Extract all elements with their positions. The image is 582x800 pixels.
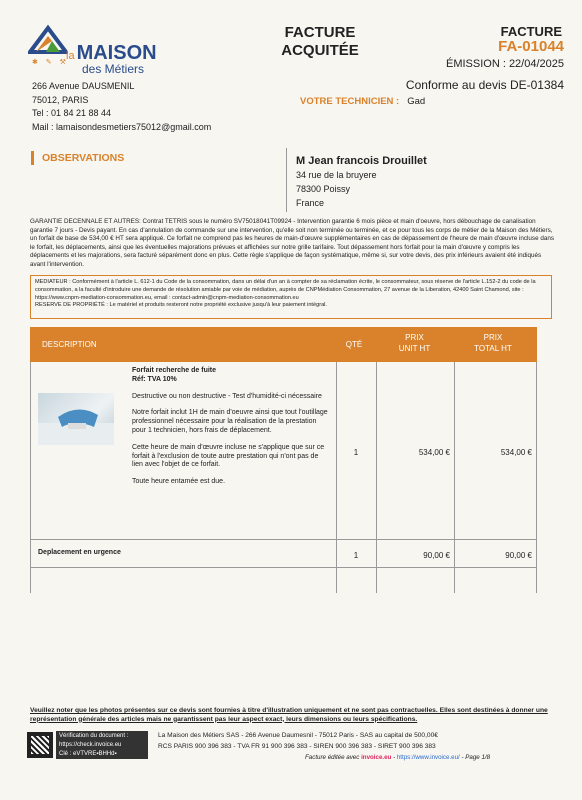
facture-label: FACTURE	[500, 24, 562, 39]
item-qte: 1	[353, 551, 359, 560]
edited-with: Facture éditée avec invoice.eu - https://www.invoice.eu/ - Page 1/8	[305, 754, 491, 761]
item-unit-price: 90,00 €	[423, 551, 450, 560]
logo-name: la MAISON	[66, 42, 157, 64]
verif-url[interactable]: https://check.invoice.eu	[59, 742, 122, 748]
item-qte: 1	[353, 448, 359, 457]
table-border	[30, 362, 31, 593]
col-qte: QTÉ	[345, 340, 363, 349]
table-row	[132, 367, 328, 487]
reserve-text: RESERVE DE PROPRIÉTÉ : Le matériel et produits resteront notre propriété exclusive jusqu'à leur paiement intégral.	[35, 302, 327, 309]
item-title: Forfait recherche de fuite	[132, 367, 217, 374]
logo-sub: des Métiers	[82, 62, 145, 76]
client-country: France	[296, 198, 325, 208]
house-logo-icon	[28, 22, 68, 62]
garantie-text: GARANTIE DECENNALE ET AUTRES: Contrat TETRIS sous le numéro SV75018041T09924 - Intervention garantie 6 mois pièce et main d'oeuvre, hors débouchage de canalisation garantie 7 jours - Devis payant. En cas d'annulation de commande sur une intervention, qu'elle soit non terminée ou terminée, et ce pour tous les corps de métier de la Maison des Métiers, un forfait de base de 534,00 € HT sera appliqué. Ce forfait ne comprend pas les heures de main-d'œuvre supplémentaires en cas de dépassement de l'heure de main d'œuvre incluse dans le forfait, les déplacements, ainsi que les éventuelles majorations prévues et affichées sur notre grille tarifaire. Tout dépassement hors forfait pour la main d'œuvre y compris les déplacements et les majorations, sera facturé séparément donc en plus. Cette règle s'applique de façon systématique, même si, sur votre devis, des prix inférieurs avaient été indiqués avant l'intervention.	[30, 218, 554, 268]
company-city: 75012, PARIS	[32, 94, 89, 105]
item-desc: Notre forfait inclut 1H de main d'oeuvre ainsi que tout l'outillage professionnel nécessaire pour la réalisation de la prestation pour 1 technicien, hors frais de déplacement.	[132, 409, 328, 434]
row-separator	[30, 567, 537, 568]
item-total-price: 90,00 €	[505, 551, 532, 560]
invoice-brand: invoice.eu	[361, 754, 392, 761]
legal-line: La Maison des Métiers SAS - 266 Avenue Daumesnil - 75012 Paris - SAS au capital de 500,00€	[158, 732, 438, 739]
tools-icon: ✱ ✎ ⚒	[32, 59, 69, 66]
product-photo	[38, 393, 114, 445]
company-mail: Mail : lamaisondesmetiers75012@gmail.com	[32, 121, 212, 132]
legal-line: RCS PARIS 900 396 383 - TVA FR 91 900 396 383 - SIREN 900 396 383 - SIRET 900 396 383	[158, 742, 436, 750]
verif-label: Vérification du document :	[59, 733, 129, 739]
client-divider	[286, 148, 287, 212]
mediateur-text: MEDIATEUR : Conformément à l'article L. 612-1 du Code de la consommation, dans un délai d'un an à compter de sa réclamation écrite, le consommateur, sous réserve de l'article L.152-2 du code de la consommation, a la faculté d'introduire une demande de résolution amiable par voie de médiation, auprès de CNPMédiation Consommation, 27 avenue de la Liberation, 42400 Saint Chamond, site : https://www.cnpm-mediation-consommation.eu, email : contact-admin@cnpm-mediation-consommation.eu	[35, 279, 536, 301]
company-address	[32, 80, 211, 134]
col-description: DESCRIPTION	[42, 340, 97, 349]
item-unit-price: 534,00 €	[418, 448, 450, 457]
company-logo	[28, 22, 168, 74]
col-prix-total: PRIX TOTAL HT	[474, 333, 512, 353]
doc-title: FACTURE ACQUITÉE	[281, 24, 359, 59]
mediateur-box	[30, 275, 552, 319]
photo-disclaimer: Veuillez noter que les photos présentes sur ce devis sont fournies à titre d'illustration uniquement et ne sont pas contractuelles. Elles sont destinées à donner une représentation générale des articles mais ne garantissent pas leur aspect exact, leurs dimensions ou leurs spécifications.	[30, 707, 548, 723]
verif-key: Clé : eVTVRE▪BHHd▪	[59, 751, 117, 757]
client-street: 34 rue de la bruyere	[296, 170, 377, 180]
conforme-devis: Conforme au devis DE-01384	[405, 78, 564, 92]
col-prix-unit: PRIX UNIT HT	[398, 333, 431, 353]
page-number: - Page 1/8	[461, 754, 491, 761]
leak-search-image-icon	[38, 393, 114, 445]
invoice-url-link[interactable]: https://www.invoice.eu/	[396, 754, 460, 761]
item-ref: Réf: TVA 10%	[132, 375, 177, 383]
client-block	[296, 154, 427, 210]
legal-info	[158, 731, 438, 752]
item-total-price: 534,00 €	[500, 448, 532, 457]
emission-date: ÉMISSION : 22/04/2025	[445, 58, 564, 70]
qr-code-icon	[27, 732, 53, 758]
item-title: Deplacement en urgence	[38, 549, 121, 556]
technicien: VOTRE TECHNICIEN : Gad	[300, 96, 426, 107]
client-city: 78300 Poissy	[296, 184, 351, 194]
company-street: 266 Avenue DAUSMENIL	[32, 81, 135, 91]
item-desc: Cette heure de main d'œuvre incluse ne s'applique que sur ce forfait à l'exclusion de toute autre prestation qui n'ont pas de lien avec l'objet de ce forfait.	[132, 443, 325, 469]
table-border	[536, 362, 537, 593]
verification-box	[56, 731, 148, 759]
client-name: M Jean francois Drouillet	[296, 155, 427, 167]
item-desc: Destructive ou non destructive - Test d'humidité-ci nécessaire	[132, 392, 322, 400]
row-separator	[30, 539, 537, 540]
table-header	[30, 327, 537, 362]
company-tel: Tel : 01 84 21 88 44	[32, 108, 112, 118]
observations-label: OBSERVATIONS	[42, 152, 125, 164]
facture-number: FA-01044	[498, 38, 564, 55]
observations-marker	[31, 151, 34, 165]
item-desc: Toute heure entamée est due.	[132, 478, 226, 486]
